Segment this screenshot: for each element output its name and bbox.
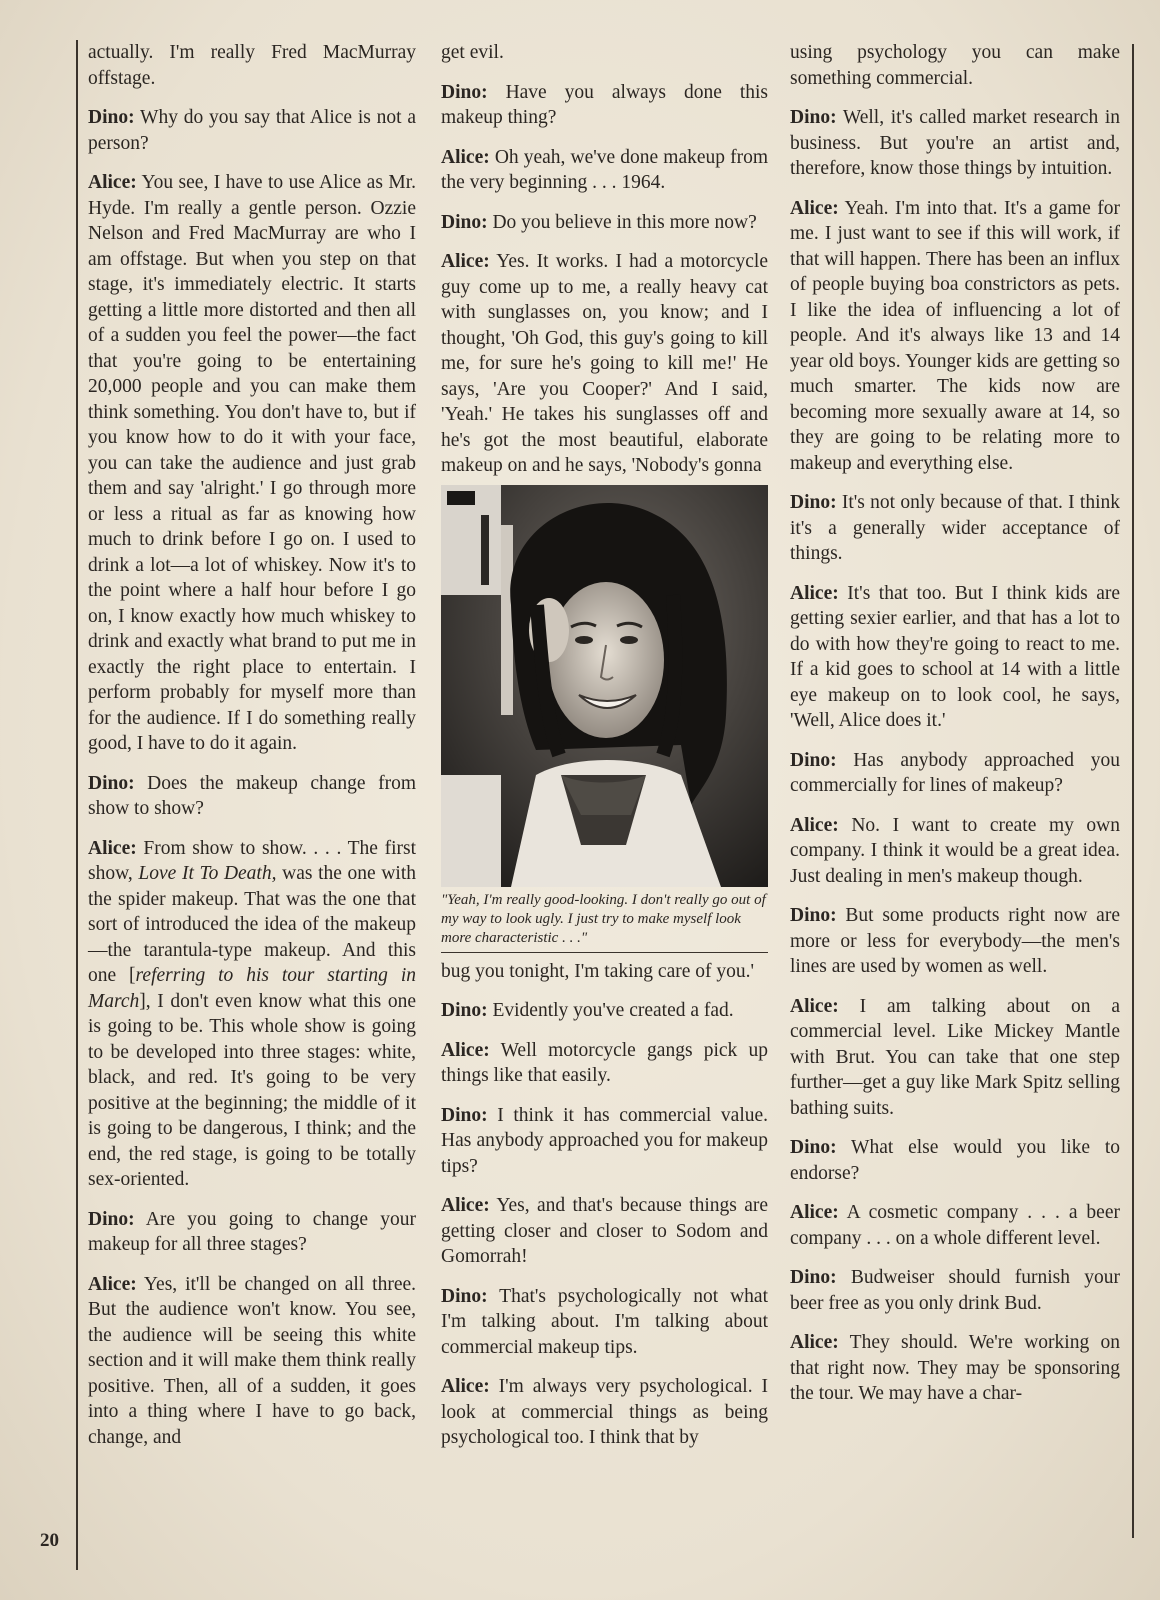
speaker-label: Alice:	[88, 1273, 137, 1295]
paragraph	[790, 994, 1120, 1122]
paragraph	[790, 490, 1120, 567]
paragraph	[441, 998, 768, 1024]
speaker-label: Alice:	[790, 995, 839, 1017]
page-number: 20	[40, 1530, 59, 1551]
speaker-label: Dino:	[790, 749, 837, 771]
paragraph-text: It's that too. But I think kids are getting sexier earlier, and that has a lot to do with how they're going to react to me. If a kid goes to school at 14 with a little eye makeup on to look cool, he says, 'Well, Alice does it.'	[790, 582, 1120, 731]
paragraph	[441, 1193, 768, 1270]
paragraph	[790, 1330, 1120, 1407]
paragraph	[790, 903, 1120, 980]
paragraph-text: ], I don't even know what this one is going to be. This whole show is going to be developed into three stages: white, black, and red. It's going to be very positive at the beginning; the middle of it is going to be dangerous, I think; and the end, the red stage, is going to be totally sex-oriented.	[88, 990, 416, 1190]
speaker-label: Alice:	[88, 837, 137, 859]
paragraph	[441, 210, 768, 236]
speaker-label: Alice:	[790, 1332, 839, 1353]
paragraph	[790, 1135, 1120, 1186]
speaker-label: Dino:	[441, 1000, 488, 1021]
paragraph	[441, 1374, 768, 1451]
paragraph	[88, 170, 416, 757]
speaker-label: Dino:	[790, 1137, 837, 1158]
speaker-label: Alice:	[441, 251, 490, 272]
paragraph-text: Are you going to change your makeup for all three stages?	[88, 1208, 416, 1255]
speaker-label: Dino:	[790, 107, 837, 128]
photo-figure	[441, 485, 768, 953]
paragraph	[441, 1038, 768, 1089]
paragraph	[790, 1265, 1120, 1316]
paragraph-text: Have you always done this makeup thing?	[441, 81, 769, 128]
paragraph	[790, 105, 1120, 182]
paragraph	[790, 196, 1120, 477]
paragraph-text: You see, I have to use Alice as Mr. Hyde. I'm really a gentle person. Ozzie Nelson and Fred MacMurray are who I am offstage. But when you step on that stage, it's immediately electric. It starts getting a little more distorted and then all of a sudden you feel the power—the fact that you're going to be entertaining 20,000 people and you can make them think something. You don't have to, but if you know how to do it with your face, you can take the audience and just grab them and say 'alright.' I go through more or less a ritual as far as knowing how much to drink before I go on. I used to drink a lot—a lot of whiskey. Now it's to the point where a half hour before I go on, I know exactly how much whiskey to drink and exactly what brand to put me in exactly the right place to entertain. I perform probably for myself more than for the audience. If I do something really good, I have to do it again.	[88, 172, 416, 754]
paragraph-text: Yes. It works. I had a motorcycle guy come up to me, a really heavy cat with sunglasses on, you know; and I thought, 'Oh God, this guy's going to kill me, for sure he's going to kill me!' He says, 'Are you Cooper?' And I said, 'Yeah.' He takes his sunglasses off and he's got the most beautiful, elaborate makeup on and he says, 'Nobody's gonna	[441, 251, 769, 476]
paragraph-text: It's not only because of that. I think it's a generally wider acceptance of things.	[790, 492, 1121, 564]
paragraph-text: Has anybody approached you commercially for lines of makeup?	[790, 749, 1120, 796]
speaker-label: Dino:	[441, 81, 488, 103]
speaker-label: Dino:	[88, 107, 135, 128]
speaker-label: Alice:	[441, 146, 490, 168]
paragraph-text: Does the makeup change from show to show?	[88, 772, 416, 819]
paragraph-text: I think it has commercial value. Has anybody approached you for makeup tips?	[441, 1104, 769, 1177]
paragraph	[441, 959, 768, 985]
speaker-label: Alice:	[88, 172, 137, 193]
paragraph	[790, 1200, 1120, 1251]
speaker-label: Dino:	[88, 772, 135, 794]
paragraph-text: Oh yeah, we've done makeup from the very beginning . . . 1964.	[441, 146, 768, 193]
paragraph	[88, 105, 416, 156]
paragraph	[790, 581, 1120, 734]
speaker-label: Dino:	[790, 905, 837, 926]
speaker-label: Alice:	[790, 582, 839, 604]
paragraph-text: Budweiser should furnish your beer free as you only drink Bud.	[790, 1267, 1120, 1314]
paragraph	[790, 40, 1120, 91]
paragraph	[441, 249, 768, 479]
paragraph-text: using psychology you can make something commercial.	[790, 42, 1120, 89]
paragraph-text: I am talking about on a commercial level. Like Mickey Mantle with Brut. You can take that one step further—get a guy like Mark Spitz selling bathing suits.	[790, 995, 1121, 1119]
paragraph-text: Why do you say that Alice is not a person?	[88, 107, 417, 154]
paragraph	[88, 40, 416, 91]
paragraph-text: was the one with the spider makeup. That was the one that sort of introduced the idea of the makeup—the tarantula-type makeup. And this one [	[88, 863, 417, 986]
paragraph-text: Yeah. I'm into that. It's a game for me. I just want to see if this will work, if that will happen. There has been an influx of people buying boa constrictors as pets. I like the idea of influencing a lot of people. And it's always like 13 and 14 year old boys. Younger kids are getting so much smarter. The kids now are becoming more sexually aware at 14, so they are going to be relating more to makeup and everything else.	[790, 197, 1120, 474]
speaker-label: Alice:	[441, 1195, 490, 1216]
paragraph	[441, 1284, 768, 1361]
paragraph-text: They should. We're working on that right now. They may be sponsoring the tour. We may have a char-	[790, 1332, 1120, 1404]
album-title: Love It To Death,	[138, 863, 277, 884]
editorial-note: referring to his tour starting in March	[88, 965, 416, 1012]
paragraph-text: No. I want to create my own company. I think it would be a great idea. Just dealing in men's makeup though.	[790, 814, 1121, 887]
paragraph-text: Evidently you've created a fad.	[492, 1000, 734, 1021]
paragraph-text: bug you tonight, I'm taking care of you.'	[441, 960, 755, 982]
portrait-photo	[441, 485, 768, 887]
paragraph-text: get evil.	[441, 42, 504, 63]
paragraph-text: Well motorcycle gangs pick up things like that easily.	[441, 1039, 768, 1086]
paragraph	[790, 813, 1120, 890]
paragraph	[441, 80, 768, 131]
paragraph-text: A cosmetic company . . . a beer company . . . on a whole different level.	[790, 1202, 1120, 1249]
paragraph-text: Yes, and that's because things are getting closer and closer to Sodom and Gomorrah!	[441, 1195, 768, 1267]
speaker-label: Alice:	[441, 1376, 490, 1397]
speaker-label: Dino:	[441, 1104, 488, 1126]
left-column-rule	[76, 40, 78, 1570]
paragraph-text: Yes, it'll be changed on all three. But the audience won't know. You see, the audience will be seeing this white section and it will make them think really positive. Then, all of a sudden, it goes into a thing where I have to go back, change, and	[88, 1273, 416, 1448]
column-1	[88, 40, 416, 1464]
paragraph-text: But some products right now are more or less for everybody—the men's lines are used by women as well.	[790, 905, 1120, 977]
paragraph-text: actually. I'm really Fred MacMurray offstage.	[88, 42, 416, 89]
speaker-label: Dino:	[441, 1285, 488, 1307]
paragraph	[88, 836, 416, 1193]
column-3	[790, 40, 1120, 1421]
paragraph	[88, 771, 416, 822]
paragraph	[441, 1103, 768, 1180]
paragraph-text: What else would you like to endorse?	[790, 1137, 1120, 1184]
right-column-rule	[1132, 44, 1134, 1538]
photo-caption: "Yeah, I'm really good-looking. I don't really go out of my way to look ugly. I just try to make myself look more characteristic . . ."	[441, 891, 768, 953]
paragraph-text: Well, it's called market research in business. But you're an artist and, therefore, know those things by intuition.	[790, 107, 1120, 179]
speaker-label: Dino:	[790, 1267, 837, 1288]
speaker-label: Dino:	[441, 211, 488, 233]
paragraph	[790, 748, 1120, 799]
column-2	[441, 40, 768, 1465]
speaker-label: Alice:	[790, 814, 839, 836]
speaker-label: Dino:	[88, 1208, 135, 1230]
paragraph	[88, 1207, 416, 1258]
paragraph	[441, 145, 768, 196]
paragraph-text: I'm always very psychological. I look at commercial things as being psychological too. I think that by	[441, 1376, 768, 1448]
speaker-label: Alice:	[790, 197, 839, 219]
speaker-label: Alice:	[441, 1039, 490, 1061]
paragraph-text: From show to show. . . . The first show,	[88, 837, 417, 884]
paragraph-text: Do you believe in this more now?	[492, 211, 757, 233]
paragraph-text: That's psychologically not what I'm talking about. I'm talking about commercial makeup tips.	[441, 1285, 768, 1358]
speaker-label: Alice:	[790, 1202, 839, 1223]
paragraph	[441, 40, 768, 66]
speaker-label: Dino:	[790, 492, 837, 513]
paragraph	[88, 1272, 416, 1451]
